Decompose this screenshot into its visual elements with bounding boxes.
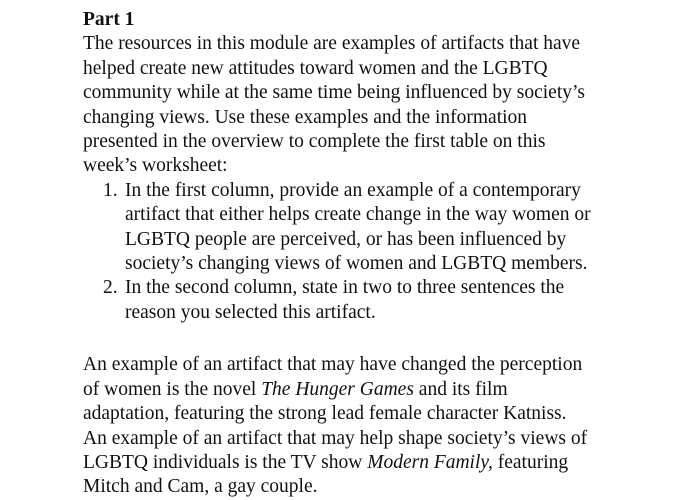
instruction-list <box>83 179 683 325</box>
intro-paragraph <box>83 32 683 178</box>
paragraph-gap <box>83 325 683 353</box>
intro-line: The resources in this module are examples of artifacts that have <box>83 33 581 55</box>
list-line: LGBTQ people are perceived, or has been influenced by <box>125 228 567 250</box>
intro-line: community while at the same time being influenced by society’s <box>83 82 586 104</box>
list-number: 1. <box>103 179 118 201</box>
list-line: In the second column, state in two to three sentences the <box>125 277 565 299</box>
list-line: society’s changing views of women and LGBTQ members. <box>125 253 588 275</box>
intro-line: week’s worksheet: <box>83 155 228 177</box>
book-title: The Hunger Games <box>261 378 414 400</box>
document-page <box>83 8 683 500</box>
intro-line: helped create new attitudes toward women and the LGBTQ <box>83 57 548 79</box>
show-title: Modern Family, <box>367 451 493 473</box>
intro-line: presented in the overview to complete the first table on this <box>83 131 546 153</box>
list-number: 2. <box>103 277 118 299</box>
example-line-part: and its film <box>413 378 508 400</box>
list-line: reason you selected this artifact. <box>125 301 376 323</box>
example-line-part: featuring <box>492 451 569 473</box>
example-line: An example of an artifact that may have changed the perception <box>83 354 583 376</box>
example-line: Mitch and Cam, a gay couple. <box>83 476 318 498</box>
list-line: artifact that either helps create change in the way women or <box>125 204 591 226</box>
section-heading: Part 1 <box>83 9 135 30</box>
list-item <box>83 276 683 325</box>
example-line: adaptation, featuring the strong lead female character Katniss. <box>83 403 567 425</box>
intro-line: changing views. Use these examples and the information <box>83 106 528 128</box>
example-line-part: LGBTQ individuals is the TV show <box>83 451 368 473</box>
list-line: In the first column, provide an example of a contemporary <box>125 179 581 201</box>
example-line: An example of an artifact that may help shape society’s views of <box>83 427 588 449</box>
list-item <box>83 179 683 277</box>
example-line-part: of women is the novel <box>83 378 262 400</box>
example-paragraph <box>83 353 683 499</box>
